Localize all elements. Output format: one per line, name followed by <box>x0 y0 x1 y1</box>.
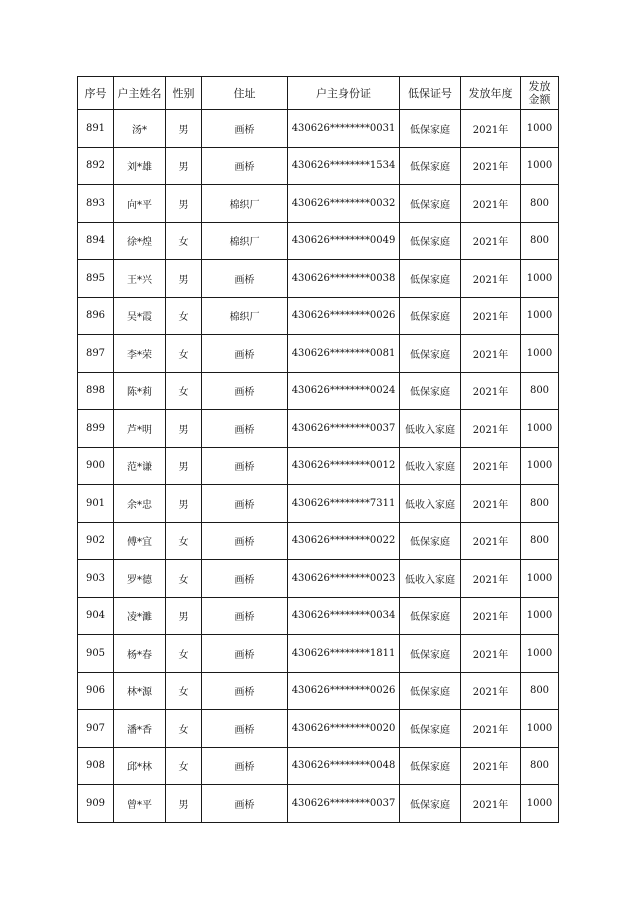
cell-cert: 低保家庭 <box>400 747 461 785</box>
cell-gender: 女 <box>166 635 202 673</box>
cell-id: 430626********0081 <box>288 335 400 373</box>
cell-id: 430626********0020 <box>288 710 400 748</box>
cell-gender: 女 <box>166 222 202 260</box>
header-amount: 发放金额 <box>521 77 559 110</box>
cell-amount: 800 <box>521 747 559 785</box>
cell-seq: 906 <box>78 672 114 710</box>
cell-id: 430626********0023 <box>288 560 400 598</box>
cell-year: 2021年 <box>461 335 521 373</box>
cell-seq: 903 <box>78 560 114 598</box>
header-seq: 序号 <box>78 77 114 110</box>
cell-seq: 908 <box>78 747 114 785</box>
cell-id: 430626********0026 <box>288 297 400 335</box>
cell-seq: 905 <box>78 635 114 673</box>
cell-cert: 低保家庭 <box>400 710 461 748</box>
cell-id: 430626********0034 <box>288 597 400 635</box>
cell-year: 2021年 <box>461 747 521 785</box>
table-row <box>78 335 559 373</box>
cell-name: 汤* <box>114 110 166 148</box>
cell-cert: 低保家庭 <box>400 597 461 635</box>
cell-amount: 1000 <box>521 410 559 448</box>
cell-amount: 1000 <box>521 560 559 598</box>
cell-gender: 女 <box>166 560 202 598</box>
cell-address: 画桥 <box>202 147 288 185</box>
cell-amount: 800 <box>521 185 559 223</box>
cell-year: 2021年 <box>461 447 521 485</box>
table-row <box>78 222 559 260</box>
cell-amount: 1000 <box>521 297 559 335</box>
subsidy-table <box>77 76 559 823</box>
cell-seq: 894 <box>78 222 114 260</box>
cell-id: 430626********0048 <box>288 747 400 785</box>
cell-year: 2021年 <box>461 522 521 560</box>
table-row <box>78 185 559 223</box>
cell-id: 430626********0022 <box>288 522 400 560</box>
table-row <box>78 110 559 148</box>
cell-id: 430626********1811 <box>288 635 400 673</box>
cell-year: 2021年 <box>461 297 521 335</box>
cell-seq: 891 <box>78 110 114 148</box>
cell-address: 画桥 <box>202 110 288 148</box>
cell-id: 430626********1534 <box>288 147 400 185</box>
cell-gender: 男 <box>166 110 202 148</box>
cell-gender: 男 <box>166 785 202 823</box>
cell-id: 430626********0012 <box>288 447 400 485</box>
cell-id: 430626********0031 <box>288 110 400 148</box>
cell-id: 430626********7311 <box>288 485 400 523</box>
table-row <box>78 485 559 523</box>
cell-cert: 低保家庭 <box>400 110 461 148</box>
cell-seq: 909 <box>78 785 114 823</box>
cell-cert: 低收入家庭 <box>400 560 461 598</box>
cell-seq: 898 <box>78 372 114 410</box>
header-gender: 性别 <box>166 77 202 110</box>
cell-cert: 低保家庭 <box>400 297 461 335</box>
cell-year: 2021年 <box>461 372 521 410</box>
cell-name: 李*荣 <box>114 335 166 373</box>
cell-address: 画桥 <box>202 522 288 560</box>
cell-seq: 902 <box>78 522 114 560</box>
cell-amount: 1000 <box>521 447 559 485</box>
cell-name: 罗*德 <box>114 560 166 598</box>
cell-address: 画桥 <box>202 597 288 635</box>
cell-amount: 800 <box>521 222 559 260</box>
cell-cert: 低保家庭 <box>400 785 461 823</box>
cell-id: 430626********0024 <box>288 372 400 410</box>
cell-amount: 1000 <box>521 335 559 373</box>
cell-seq: 892 <box>78 147 114 185</box>
cell-name: 曾*平 <box>114 785 166 823</box>
cell-address: 画桥 <box>202 710 288 748</box>
cell-name: 芦*明 <box>114 410 166 448</box>
cell-amount: 1000 <box>521 597 559 635</box>
cell-gender: 女 <box>166 522 202 560</box>
cell-id: 430626********0037 <box>288 785 400 823</box>
cell-cert: 低保家庭 <box>400 522 461 560</box>
cell-year: 2021年 <box>461 710 521 748</box>
cell-address: 画桥 <box>202 410 288 448</box>
header-id: 户主身份证 <box>288 77 400 110</box>
cell-year: 2021年 <box>461 147 521 185</box>
header-name: 户主姓名 <box>114 77 166 110</box>
cell-year: 2021年 <box>461 635 521 673</box>
cell-name: 潘*香 <box>114 710 166 748</box>
cell-amount: 1000 <box>521 147 559 185</box>
cell-year: 2021年 <box>461 560 521 598</box>
cell-gender: 女 <box>166 297 202 335</box>
cell-seq: 907 <box>78 710 114 748</box>
cell-name: 傅*宜 <box>114 522 166 560</box>
cell-cert: 低收入家庭 <box>400 447 461 485</box>
cell-cert: 低保家庭 <box>400 222 461 260</box>
cell-gender: 男 <box>166 447 202 485</box>
cell-id: 430626********0032 <box>288 185 400 223</box>
cell-cert: 低保家庭 <box>400 147 461 185</box>
cell-address: 画桥 <box>202 672 288 710</box>
table-row <box>78 747 559 785</box>
cell-amount: 1000 <box>521 260 559 298</box>
cell-name: 邱*林 <box>114 747 166 785</box>
cell-name: 向*平 <box>114 185 166 223</box>
table-row <box>78 672 559 710</box>
cell-amount: 800 <box>521 485 559 523</box>
cell-year: 2021年 <box>461 110 521 148</box>
cell-cert: 低保家庭 <box>400 185 461 223</box>
cell-amount: 1000 <box>521 635 559 673</box>
cell-name: 徐*煌 <box>114 222 166 260</box>
cell-address: 棉织厂 <box>202 185 288 223</box>
cell-seq: 901 <box>78 485 114 523</box>
header-year: 发放年度 <box>461 77 521 110</box>
cell-amount: 800 <box>521 522 559 560</box>
table-row <box>78 522 559 560</box>
cell-seq: 895 <box>78 260 114 298</box>
cell-address: 画桥 <box>202 560 288 598</box>
cell-gender: 女 <box>166 672 202 710</box>
cell-gender: 女 <box>166 335 202 373</box>
cell-address: 棉织厂 <box>202 222 288 260</box>
cell-name: 余*忠 <box>114 485 166 523</box>
cell-gender: 男 <box>166 185 202 223</box>
cell-amount: 1000 <box>521 710 559 748</box>
cell-year: 2021年 <box>461 785 521 823</box>
cell-address: 画桥 <box>202 747 288 785</box>
table-body <box>78 110 559 823</box>
cell-address: 画桥 <box>202 635 288 673</box>
cell-name: 陈*莉 <box>114 372 166 410</box>
cell-cert: 低保家庭 <box>400 635 461 673</box>
cell-seq: 904 <box>78 597 114 635</box>
cell-name: 林*源 <box>114 672 166 710</box>
cell-cert: 低保家庭 <box>400 335 461 373</box>
table-row <box>78 785 559 823</box>
cell-id: 430626********0026 <box>288 672 400 710</box>
cell-amount: 800 <box>521 372 559 410</box>
cell-name: 范*谦 <box>114 447 166 485</box>
cell-year: 2021年 <box>461 672 521 710</box>
table-row <box>78 710 559 748</box>
table-row <box>78 297 559 335</box>
cell-gender: 男 <box>166 147 202 185</box>
cell-amount: 1000 <box>521 785 559 823</box>
cell-year: 2021年 <box>461 260 521 298</box>
cell-address: 画桥 <box>202 485 288 523</box>
header-row <box>78 77 559 110</box>
cell-id: 430626********0037 <box>288 410 400 448</box>
cell-year: 2021年 <box>461 485 521 523</box>
cell-seq: 893 <box>78 185 114 223</box>
cell-address: 棉织厂 <box>202 297 288 335</box>
cell-gender: 男 <box>166 260 202 298</box>
cell-address: 画桥 <box>202 447 288 485</box>
cell-year: 2021年 <box>461 185 521 223</box>
table-row <box>78 410 559 448</box>
cell-gender: 女 <box>166 372 202 410</box>
cell-seq: 896 <box>78 297 114 335</box>
cell-id: 430626********0038 <box>288 260 400 298</box>
cell-name: 刘*雄 <box>114 147 166 185</box>
cell-name: 杨*春 <box>114 635 166 673</box>
cell-address: 画桥 <box>202 785 288 823</box>
cell-address: 画桥 <box>202 260 288 298</box>
cell-id: 430626********0049 <box>288 222 400 260</box>
cell-cert: 低保家庭 <box>400 672 461 710</box>
cell-amount: 1000 <box>521 110 559 148</box>
table-row <box>78 597 559 635</box>
header-address: 住址 <box>202 77 288 110</box>
cell-gender: 男 <box>166 597 202 635</box>
cell-name: 王*兴 <box>114 260 166 298</box>
cell-address: 画桥 <box>202 372 288 410</box>
header-cert: 低保证号 <box>400 77 461 110</box>
cell-amount: 800 <box>521 672 559 710</box>
cell-year: 2021年 <box>461 222 521 260</box>
cell-cert: 低收入家庭 <box>400 485 461 523</box>
table-row <box>78 447 559 485</box>
table-row <box>78 560 559 598</box>
cell-name: 凌*濉 <box>114 597 166 635</box>
cell-gender: 女 <box>166 747 202 785</box>
cell-year: 2021年 <box>461 597 521 635</box>
cell-year: 2021年 <box>461 410 521 448</box>
cell-cert: 低保家庭 <box>400 372 461 410</box>
cell-gender: 女 <box>166 710 202 748</box>
cell-gender: 男 <box>166 485 202 523</box>
table-row <box>78 260 559 298</box>
cell-seq: 899 <box>78 410 114 448</box>
cell-seq: 897 <box>78 335 114 373</box>
cell-gender: 男 <box>166 410 202 448</box>
cell-seq: 900 <box>78 447 114 485</box>
cell-address: 画桥 <box>202 335 288 373</box>
cell-cert: 低保家庭 <box>400 260 461 298</box>
table-row <box>78 372 559 410</box>
table-row <box>78 635 559 673</box>
cell-name: 吴*霞 <box>114 297 166 335</box>
table-row <box>78 147 559 185</box>
cell-cert: 低收入家庭 <box>400 410 461 448</box>
